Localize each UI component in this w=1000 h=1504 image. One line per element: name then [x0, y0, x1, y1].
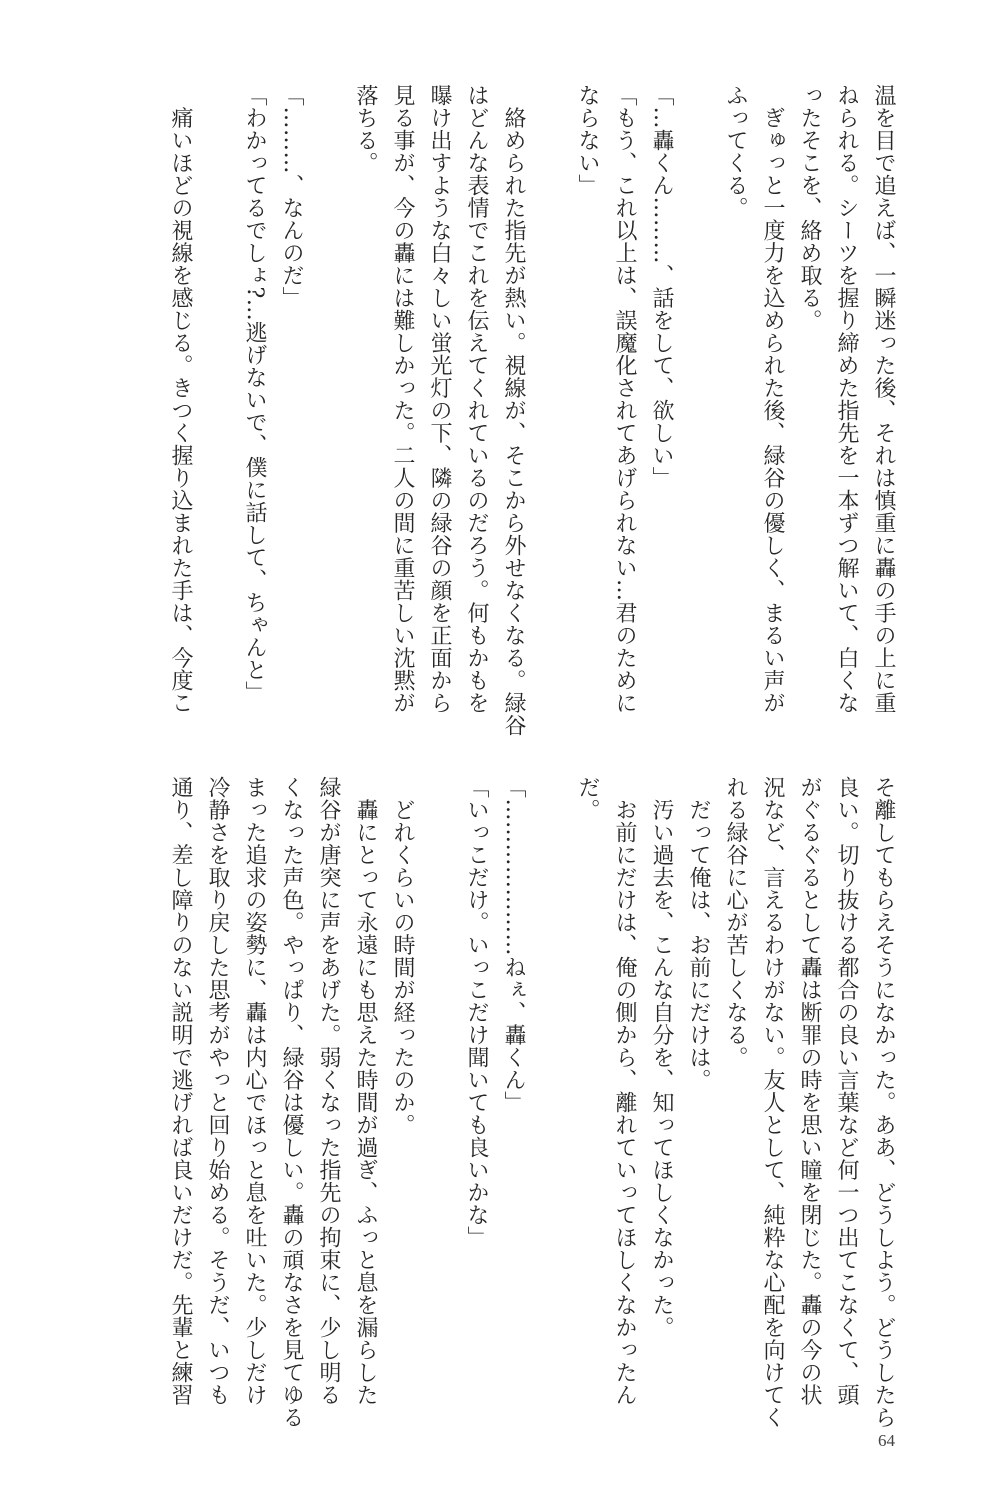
blank-line	[532, 84, 569, 764]
text-column: 落ちる。	[353, 84, 378, 174]
text-column: 通り、差し障りのない説明で逃げれば良いだけだ。先輩と練習	[168, 776, 193, 1406]
text-column: 「…………………ねぇ、轟くん」	[501, 776, 526, 1114]
text-column: ねられる。シーツを握り締めた指先を一本ずつ解いて、白くな	[834, 84, 859, 714]
text-column: そ離してもらえそうになかった。ああ、どうしよう。どうしたら	[871, 776, 896, 1429]
text-column: だ。	[575, 776, 600, 821]
text-column: 汚い過去を、こんな自分を、知ってほしくなかった。	[649, 776, 674, 1339]
text-block-top	[162, 84, 902, 764]
text-column: ならない」	[575, 84, 600, 197]
text-column: 況など、言えるわけがない。友人として、純粋な心配を向けてく	[760, 776, 785, 1429]
blank-line	[532, 776, 569, 1456]
text-column: はどんな表情でこれを伝えてくれているのだろう。何もかもを	[464, 84, 489, 714]
blank-line	[310, 84, 347, 764]
text-column: 「もう、これ以上は、誤魔化されてあげられない…君のために	[612, 84, 637, 714]
blank-line	[680, 84, 717, 764]
text-column: お前にだけは、俺の側から、離れていってほしくなかったん	[612, 776, 637, 1406]
text-column: 「いっこだけ。いっこだけ聞いても良いかな」	[464, 776, 489, 1249]
text-column: どれくらいの時間が経ったのか。	[390, 776, 415, 1136]
text-column: くなった声色。やっぱり、緑谷は優しい。轟の頑なさを見てゆる	[279, 776, 304, 1429]
text-column: ぎゅっと一度力を込められた後、緑谷の優しく、まるい声が	[760, 84, 785, 714]
text-column: ったそこを、絡め取る。	[797, 84, 822, 332]
text-block-bottom	[162, 776, 902, 1456]
text-column: 緑谷が唐突に声をあげた。弱くなった指先の拘束に、少し明る	[316, 776, 341, 1406]
text-column: れる緑谷に心が苦しくなる。	[723, 776, 748, 1069]
text-column: 「わかってるでしょ?…逃げないで、僕に話して、ちゃんと」	[242, 84, 267, 704]
text-column: 痛いほどの視線を感じる。きつく握り込まれた手は、今度こ	[168, 84, 193, 714]
text-column: 良い。切り抜ける都合の良い言葉など何一つ出てこなくて、頭	[834, 776, 859, 1406]
text-column: 曝け出すような白々しい蛍光灯の下、隣の緑谷の顔を正面から	[427, 84, 452, 714]
text-column: 「…轟くん………、話をして、欲しい」	[649, 84, 674, 489]
text-column: 「………、なんのだ」	[279, 84, 304, 309]
text-column: 轟にとって永遠にも思えた時間が過ぎ、ふっと息を漏らした	[353, 776, 378, 1406]
text-column: 絡められた指先が熱い。視線が、そこから外せなくなる。緑谷	[501, 84, 526, 737]
text-column: まった追求の姿勢に、轟は内心でほっと息を吐いた。少しだけ	[242, 776, 267, 1406]
text-column: 温を目で追えば、一瞬迷った後、それは慎重に轟の手の上に重	[871, 84, 896, 714]
text-column: がぐるぐるとして轟は断罪の時を思い瞳を閉じた。轟の今の状	[797, 776, 822, 1406]
text-column: ふってくる。	[723, 84, 748, 219]
blank-line	[421, 776, 458, 1456]
page-number: 64	[878, 1431, 895, 1450]
text-column: 見る事が、今の轟には難しかった。二人の間に重苦しい沈黙が	[390, 84, 415, 714]
text-column: だって俺は、お前にだけは。	[686, 776, 711, 1091]
blank-line	[199, 84, 236, 764]
text-column: 冷静さを取り戻した思考がやっと回り始める。そうだ、いつも	[205, 776, 230, 1406]
